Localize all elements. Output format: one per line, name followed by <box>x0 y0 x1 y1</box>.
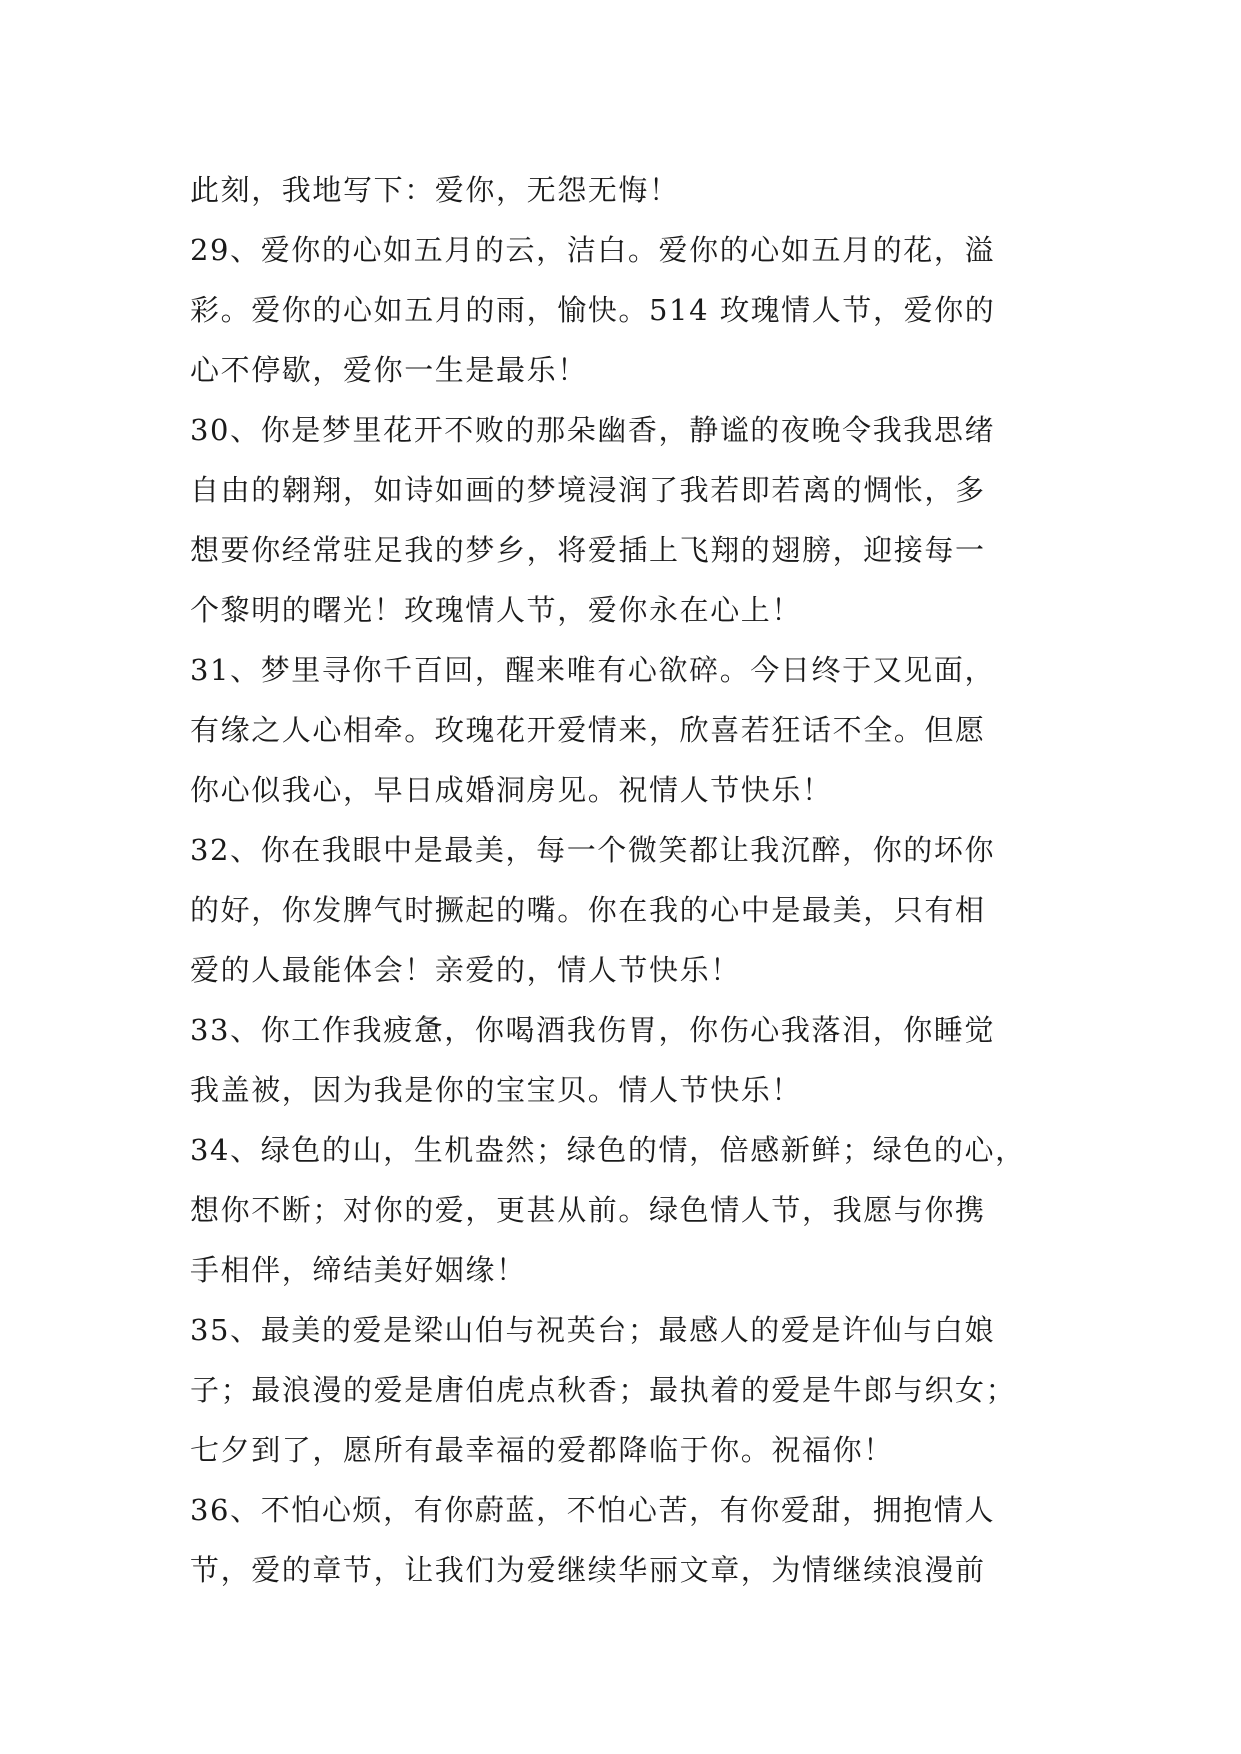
text-line: 你心似我心，早日成婚洞房见。祝情人节快乐！ <box>190 773 833 807</box>
text-line: 的好，你发脾气时撅起的嘴。你在我的心中是最美，只有相 <box>190 893 986 927</box>
document-body <box>190 160 1070 1600</box>
text-line: 手相伴，缔结美好姻缘！ <box>190 1253 527 1287</box>
text-line: 30、你是梦里花开不败的那朵幽香，静谧的夜晚令我我思绪 <box>190 413 996 447</box>
text-line: 29、爱你的心如五月的云，洁白。爱你的心如五月的花，溢 <box>190 233 996 267</box>
text-line: 子；最浪漫的爱是唐伯虎点秋香；最执着的爱是牛郎与织女； <box>190 1373 1017 1407</box>
text-line: 个黎明的曙光！玫瑰情人节，爱你永在心上！ <box>190 593 803 627</box>
text-line: 35、最美的爱是梁山伯与祝英台；最感人的爱是许仙与白娘 <box>190 1313 996 1347</box>
text-line: 33、你工作我疲惫，你喝酒我伤胃，你伤心我落泪，你睡觉 <box>190 1013 996 1047</box>
text-line: 32、你在我眼中是最美，每一个微笑都让我沉醉，你的坏你 <box>190 833 996 867</box>
text-line: 31、梦里寻你千百回，醒来唯有心欲碎。今日终于又见面， <box>190 653 996 687</box>
text-line: 34、绿色的山，生机盎然；绿色的情，倍感新鲜；绿色的心， <box>190 1133 1026 1167</box>
text-line: 七夕到了，愿所有最幸福的爱都降临于你。祝福你！ <box>190 1433 894 1467</box>
text-line: 想要你经常驻足我的梦乡，将爱插上飞翔的翅膀，迎接每一 <box>190 533 986 567</box>
text-line: 自由的翱翔，如诗如画的梦境浸润了我若即若离的惆怅，多 <box>190 473 986 507</box>
text-line: 节，爱的章节，让我们为爱继续华丽文章，为情继续浪漫前 <box>190 1553 986 1587</box>
text-line: 彩。爱你的心如五月的雨，愉快。514 玫瑰情人节，爱你的 <box>190 293 996 327</box>
text-line: 36、不怕心烦，有你蔚蓝，不怕心苦，有你爱甜，拥抱情人 <box>190 1493 996 1527</box>
text-line: 爱的人最能体会！亲爱的，情人节快乐！ <box>190 953 741 987</box>
text-line: 有缘之人心相牵。玫瑰花开爱情来，欣喜若狂话不全。但愿 <box>190 713 986 747</box>
text-line: 心不停歇，爱你一生是最乐！ <box>190 353 588 387</box>
text-line: 想你不断；对你的爱，更甚从前。绿色情人节，我愿与你携 <box>190 1193 986 1227</box>
text-line: 我盖被，因为我是你的宝宝贝。情人节快乐！ <box>190 1073 803 1107</box>
text-line: 此刻，我地写下：爱你，无怨无悔！ <box>190 173 680 207</box>
